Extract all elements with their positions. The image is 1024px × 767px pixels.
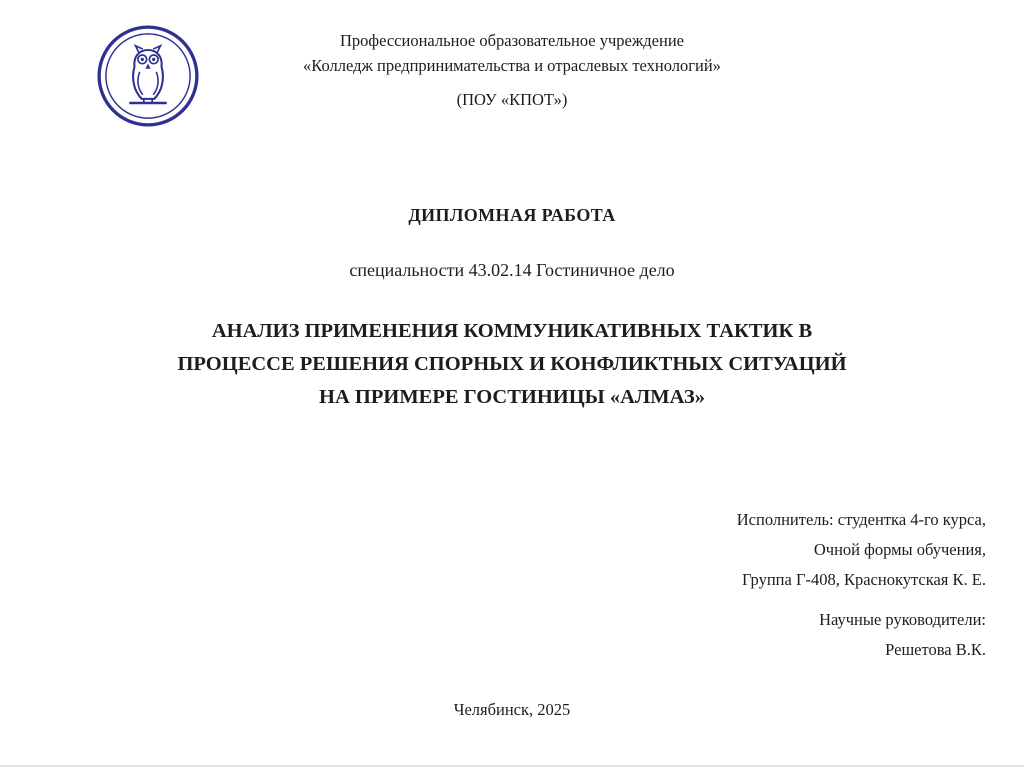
- executor-line3: Группа Г-408, Краснокутская К. Е.: [742, 570, 986, 589]
- supervisors-block: [819, 605, 986, 665]
- supervisors-label: Научные руководители:: [819, 610, 986, 629]
- work-type-heading: ДИПЛОМНАЯ РАБОТА: [408, 205, 616, 225]
- executor-line2: Очной формы обучения,: [813, 540, 986, 559]
- executor-block: [737, 505, 986, 595]
- org-name-line1: Профессиональное образовательное учреждение: [340, 31, 684, 50]
- org-abbreviation: (ПОУ «КПОТ»): [456, 90, 568, 109]
- specialty-line: специальности 43.02.14 Гостиничное дело: [349, 260, 675, 280]
- thesis-title-line1: АНАЛИЗ ПРИМЕНЕНИЯ КОММУНИКАТИВНЫХ ТАКТИК В: [211, 320, 813, 342]
- executor-line1: Исполнитель: студентка 4-го курса,: [736, 510, 986, 529]
- org-name-line2: «Колледж предпринимательства и отраслевых технологий»: [303, 56, 721, 75]
- thesis-title-line3: НА ПРИМЕРЕ ГОСТИНИЦЫ «АЛМАЗ»: [319, 386, 705, 408]
- supervisor-name: Решетова В.К.: [885, 640, 986, 659]
- city-year: Челябинск, 2025: [453, 700, 571, 719]
- thesis-title: [60, 315, 964, 414]
- org-header: [0, 28, 1024, 112]
- thesis-title-line2: ПРОЦЕССЕ РЕШЕНИЯ СПОРНЫХ И КОНФЛИКТНЫХ СИТУАЦИЙ: [177, 353, 847, 375]
